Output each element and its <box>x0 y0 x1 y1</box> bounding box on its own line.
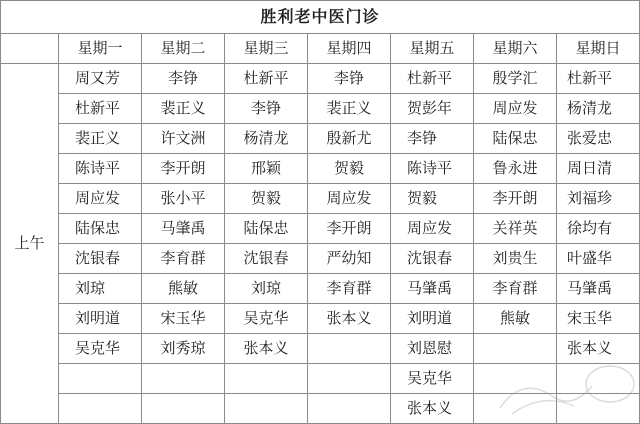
schedule-cell <box>308 64 391 94</box>
schedule-cell <box>59 94 142 124</box>
doctor-name: 刘恩慰 <box>407 339 453 357</box>
schedule-body <box>1 64 640 424</box>
schedule-cell <box>142 64 225 94</box>
schedule-cell <box>225 304 308 334</box>
schedule-cell <box>308 184 391 214</box>
doctor-name: 周应发 <box>492 99 538 117</box>
doctor-name: 殷新尤 <box>326 129 372 147</box>
schedule-cell <box>474 304 557 334</box>
schedule-cell <box>474 244 557 274</box>
header-day: 星期日 <box>557 34 640 64</box>
schedule-cell <box>308 274 391 304</box>
doctor-name: 许文洲 <box>160 129 206 147</box>
schedule-cell <box>557 124 640 154</box>
doctor-name: 刘琼 <box>250 279 281 297</box>
schedule-cell <box>391 274 474 304</box>
header-day: 星期一 <box>59 34 142 64</box>
header-day: 星期六 <box>474 34 557 64</box>
doctor-name: 陈诗平 <box>407 159 453 177</box>
doctor-name: 周日清 <box>567 159 613 177</box>
table-row <box>1 94 640 124</box>
schedule-cell <box>142 394 225 424</box>
schedule-cell <box>557 94 640 124</box>
schedule-cell <box>557 154 640 184</box>
schedule-cell <box>308 124 391 154</box>
doctor-name: 沈银春 <box>407 249 453 267</box>
doctor-name: 宋玉华 <box>567 309 613 327</box>
schedule-cell <box>308 394 391 424</box>
header-corner <box>1 34 59 64</box>
header-row <box>1 34 640 64</box>
schedule-cell <box>142 94 225 124</box>
doctor-name: 邢颖 <box>250 159 281 177</box>
doctor-name: 杜新平 <box>407 69 453 87</box>
schedule-cell <box>225 334 308 364</box>
doctor-name: 李开朗 <box>326 219 372 237</box>
table-row <box>1 124 640 154</box>
schedule-cell <box>308 364 391 394</box>
doctor-name: 陆保忠 <box>75 219 121 237</box>
schedule-cell <box>391 244 474 274</box>
doctor-name: 马肇禹 <box>160 219 206 237</box>
schedule-cell <box>225 214 308 244</box>
schedule-cell <box>59 304 142 334</box>
doctor-name: 严幼知 <box>326 249 372 267</box>
table-row <box>1 214 640 244</box>
doctor-name: 李铮 <box>333 69 364 87</box>
table-row <box>1 394 640 424</box>
schedule-cell <box>391 124 474 154</box>
doctor-name: 李育群 <box>326 279 372 297</box>
doctor-name: 刘福珍 <box>567 189 613 207</box>
schedule-cell <box>308 94 391 124</box>
schedule-cell <box>59 154 142 184</box>
schedule-cell <box>308 154 391 184</box>
doctor-name: 刘琼 <box>75 279 106 297</box>
doctor-name: 沈银春 <box>75 249 121 267</box>
schedule-cell <box>225 244 308 274</box>
schedule-cell <box>142 364 225 394</box>
doctor-name: 贺毅 <box>333 159 364 177</box>
schedule-cell <box>59 214 142 244</box>
schedule-cell <box>474 184 557 214</box>
schedule-cell <box>391 304 474 334</box>
schedule-cell <box>225 364 308 394</box>
doctor-name: 周应发 <box>326 189 372 207</box>
doctor-name: 陈诗平 <box>75 159 121 177</box>
doctor-name: 杜新平 <box>75 99 121 117</box>
schedule-cell <box>225 394 308 424</box>
doctor-name: 吴克华 <box>75 339 121 357</box>
doctor-name: 贺彭年 <box>407 99 453 117</box>
schedule-cell <box>557 64 640 94</box>
schedule-cell <box>142 124 225 154</box>
schedule-cell <box>308 334 391 364</box>
table-row <box>1 64 640 94</box>
period-label: 上午 <box>1 64 59 424</box>
table-row <box>1 184 640 214</box>
doctor-name: 刘明道 <box>407 309 453 327</box>
table-row <box>1 154 640 184</box>
schedule-cell <box>59 184 142 214</box>
schedule-cell <box>474 64 557 94</box>
schedule-cell <box>59 124 142 154</box>
schedule-cell <box>59 364 142 394</box>
doctor-name: 裴正义 <box>326 99 372 117</box>
schedule-cell <box>225 94 308 124</box>
schedule-cell <box>557 184 640 214</box>
doctor-name: 张小平 <box>160 189 206 207</box>
schedule-cell <box>225 184 308 214</box>
schedule-cell <box>557 304 640 334</box>
schedule-cell <box>474 394 557 424</box>
schedule-cell <box>557 334 640 364</box>
doctor-name: 杨清龙 <box>243 129 289 147</box>
doctor-name: 张本义 <box>326 309 372 327</box>
schedule-cell <box>474 364 557 394</box>
schedule-cell <box>59 334 142 364</box>
schedule-cell <box>142 244 225 274</box>
schedule-cell <box>474 154 557 184</box>
schedule-cell <box>308 244 391 274</box>
schedule-cell <box>225 274 308 304</box>
doctor-name: 马肇禹 <box>567 279 613 297</box>
doctor-name: 刘明道 <box>75 309 121 327</box>
header-day: 星期五 <box>391 34 474 64</box>
doctor-name: 鲁永进 <box>492 159 538 177</box>
doctor-name: 贺毅 <box>407 189 438 207</box>
schedule-cell <box>142 154 225 184</box>
header-day: 星期二 <box>142 34 225 64</box>
schedule-cell <box>474 334 557 364</box>
doctor-name: 徐均有 <box>567 219 613 237</box>
schedule-cell <box>59 274 142 304</box>
doctor-name: 贺毅 <box>250 189 281 207</box>
doctor-name: 殷学汇 <box>492 69 538 87</box>
doctor-name: 周应发 <box>407 219 453 237</box>
schedule-cell <box>391 154 474 184</box>
schedule-cell <box>391 94 474 124</box>
schedule-cell <box>557 364 640 394</box>
doctor-name: 张本义 <box>567 339 613 357</box>
schedule-cell <box>557 214 640 244</box>
title-row <box>1 1 640 34</box>
doctor-name: 李铮 <box>407 129 438 147</box>
schedule-cell <box>474 214 557 244</box>
schedule-cell <box>59 64 142 94</box>
doctor-name: 李铮 <box>250 99 281 117</box>
doctor-name: 裴正义 <box>160 99 206 117</box>
doctor-name: 刘贵生 <box>492 249 538 267</box>
doctor-name: 刘秀琼 <box>160 339 206 357</box>
schedule-cell <box>142 214 225 244</box>
doctor-name: 李开朗 <box>160 159 206 177</box>
schedule-cell <box>142 334 225 364</box>
schedule-cell <box>391 64 474 94</box>
doctor-name: 李开朗 <box>492 189 538 207</box>
doctor-name: 杜新平 <box>243 69 289 87</box>
doctor-name: 叶盛华 <box>567 249 613 267</box>
schedule-cell <box>474 124 557 154</box>
doctor-name: 宋玉华 <box>160 309 206 327</box>
table-row <box>1 274 640 304</box>
table-row <box>1 244 640 274</box>
table-row <box>1 304 640 334</box>
table-row <box>1 364 640 394</box>
doctor-name: 周应发 <box>75 189 121 207</box>
schedule-cell <box>557 394 640 424</box>
schedule-cell <box>59 394 142 424</box>
header-day: 星期三 <box>225 34 308 64</box>
table-title: 胜利老中医门诊 <box>1 1 640 34</box>
doctor-name: 熊敏 <box>167 279 198 297</box>
schedule-cell <box>557 274 640 304</box>
doctor-name: 吴克华 <box>407 369 453 387</box>
doctor-name: 张爱忠 <box>567 129 613 147</box>
doctor-name: 张本义 <box>243 339 289 357</box>
doctor-name: 李育群 <box>160 249 206 267</box>
header-day: 星期四 <box>308 34 391 64</box>
schedule-cell <box>308 304 391 334</box>
doctor-name: 沈银春 <box>243 249 289 267</box>
doctor-name: 马肇禹 <box>407 279 453 297</box>
schedule-cell <box>225 124 308 154</box>
schedule-cell <box>557 244 640 274</box>
doctor-name: 吴克华 <box>243 309 289 327</box>
schedule-cell <box>474 274 557 304</box>
doctor-name: 陆保忠 <box>492 129 538 147</box>
schedule-cell <box>142 274 225 304</box>
doctor-name: 杨清龙 <box>567 99 613 117</box>
schedule-cell <box>308 214 391 244</box>
schedule-cell <box>391 184 474 214</box>
doctor-name: 裴正义 <box>75 129 121 147</box>
doctor-name: 关祥英 <box>492 219 538 237</box>
schedule-cell <box>59 244 142 274</box>
table-row <box>1 334 640 364</box>
doctor-name: 杜新平 <box>567 69 613 87</box>
schedule-cell <box>391 364 474 394</box>
schedule-cell <box>391 394 474 424</box>
schedule-cell <box>391 214 474 244</box>
schedule-cell <box>225 64 308 94</box>
schedule-cell <box>225 154 308 184</box>
schedule-cell <box>391 334 474 364</box>
doctor-name: 李育群 <box>492 279 538 297</box>
doctor-name: 熊敏 <box>499 309 530 327</box>
doctor-name: 李铮 <box>167 69 198 87</box>
doctor-name: 周又芳 <box>75 69 121 87</box>
doctor-name: 张本义 <box>407 399 453 417</box>
doctor-name: 陆保忠 <box>243 219 289 237</box>
schedule-cell <box>142 304 225 334</box>
schedule-cell <box>474 94 557 124</box>
schedule-cell <box>142 184 225 214</box>
